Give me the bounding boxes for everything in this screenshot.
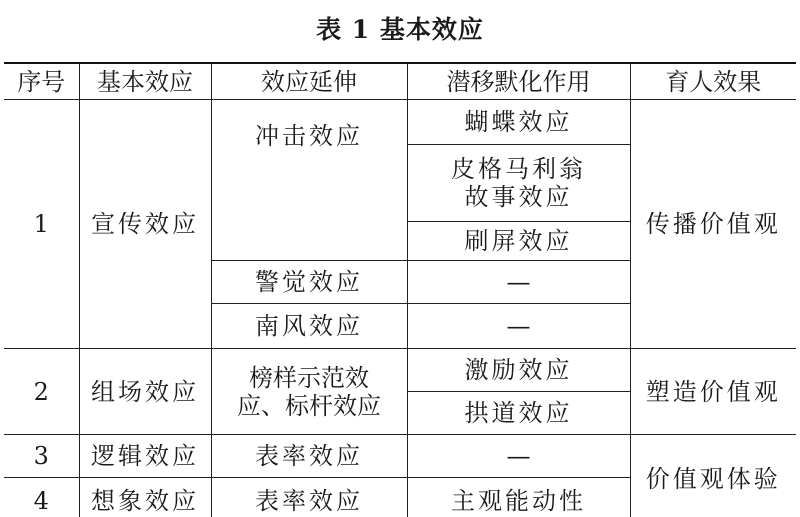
- cell-no: 4: [4, 478, 79, 517]
- header-no: 序号: [4, 63, 79, 100]
- cell-result: 传播价值观: [630, 100, 796, 349]
- cell-influence: 主观能动性: [407, 478, 630, 517]
- header-basic-effect: 基本效应: [79, 63, 211, 100]
- cell-basic-effect: 组场效应: [79, 349, 211, 435]
- cell-influence: 刷屏效应: [407, 222, 630, 261]
- header-effect-extension: 效应延伸: [211, 63, 407, 100]
- cell-influence: 皮格马利翁 故事效应: [407, 145, 630, 222]
- cell-extension: 警觉效应: [211, 261, 407, 304]
- cell-no: 3: [4, 435, 79, 478]
- cell-influence: —: [407, 304, 630, 349]
- cell-extension: 表率效应: [211, 478, 407, 517]
- cell-extension-text: 冲击效应: [255, 122, 363, 150]
- cell-influence: —: [407, 261, 630, 304]
- basic-effects-table: [4, 62, 796, 517]
- cell-basic-effect: 宣传效应: [79, 100, 211, 349]
- cell-influence: 蝴蝶效应: [407, 100, 630, 145]
- cell-extension: 南风效应: [211, 304, 407, 349]
- cell-result: 价值观体验: [630, 435, 796, 517]
- cell-influence: —: [407, 435, 630, 478]
- header-education-result: 育人效果: [630, 63, 796, 100]
- cell-extension: [211, 100, 407, 261]
- header-row: [4, 63, 796, 100]
- cell-no: 1: [4, 100, 79, 349]
- cell-extension: 表率效应: [211, 435, 407, 478]
- table-caption: 表 1 基本效应: [316, 15, 484, 44]
- cell-basic-effect: 逻辑效应: [79, 435, 211, 478]
- cell-no: 2: [4, 349, 79, 435]
- table-row: [4, 100, 796, 145]
- table-row: [4, 349, 796, 392]
- cell-extension: 榜样示范效 应、标杆效应: [211, 349, 407, 435]
- cell-influence: 拱道效应: [407, 392, 630, 435]
- cell-influence: 激励效应: [407, 349, 630, 392]
- header-subtle-influence: 潜移默化作用: [407, 63, 630, 100]
- table-row: [4, 435, 796, 478]
- cell-result: 塑造价值观: [630, 349, 796, 435]
- cell-basic-effect: 想象效应: [79, 478, 211, 517]
